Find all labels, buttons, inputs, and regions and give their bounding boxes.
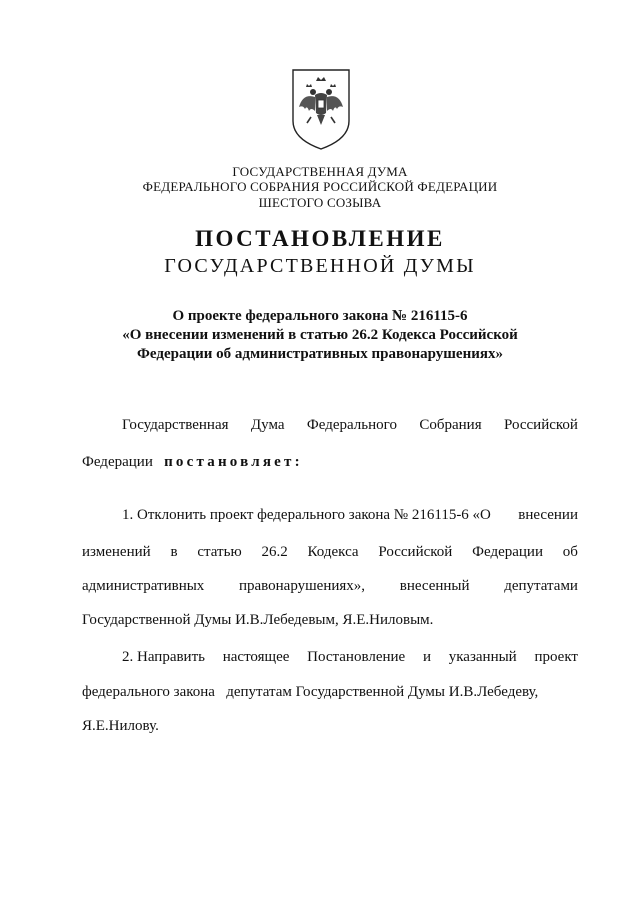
item1-line-3-words	[82, 577, 578, 595]
preamble-words	[122, 416, 578, 434]
word: внесенный	[399, 578, 470, 594]
item2-text: федерального закона	[82, 684, 215, 700]
word: административных	[82, 578, 205, 594]
item2-line-1-words	[122, 648, 578, 666]
word: депутатами	[504, 578, 578, 594]
word: указанный	[448, 649, 517, 665]
word: 26.2	[261, 544, 288, 560]
preamble-federation: Федерации	[82, 454, 153, 470]
coat-of-arms-icon	[289, 67, 353, 151]
item1-line-4: Государственной Думы И.В.Лебедевым, Я.Е.Ниловым.	[82, 612, 434, 628]
item2-line-2	[82, 683, 578, 701]
document-title: ПОСТАНОВЛЕНИЕ	[195, 226, 445, 251]
word: настоящее	[222, 649, 290, 665]
item1-line-2	[82, 543, 578, 561]
item2-line-1	[122, 648, 578, 666]
org-line-2: ФЕДЕРАЛЬНОГО СОБРАНИЯ РОССИЙСКОЙ ФЕДЕРАЦИИ	[142, 179, 498, 194]
word: изменений	[82, 544, 151, 560]
word: Российской	[504, 417, 578, 433]
preamble-line-2	[82, 453, 578, 471]
preamble-line-1	[122, 416, 578, 434]
item1-line-2-words	[82, 543, 578, 561]
org-line-3: ШЕСТОГО СОЗЫВА	[258, 195, 382, 210]
word: об	[562, 544, 578, 560]
item1-line-3	[82, 577, 578, 595]
word: Собрания	[419, 417, 482, 433]
document-subtitle: ГОСУДАРСТВЕННОЙ ДУМЫ	[164, 255, 476, 277]
item1-line-1	[122, 506, 578, 524]
subject-line-1: О проекте федерального закона № 216115-6	[172, 308, 468, 324]
word: Федерального	[306, 417, 397, 433]
item2-line-3: Я.Е.Нилову.	[82, 718, 159, 734]
word: Российской	[378, 544, 453, 560]
word: Федерации	[472, 544, 543, 560]
subject-line-3: Федерации об административных правонарушениях»	[137, 346, 503, 362]
word: и	[422, 649, 431, 665]
item1-text: 1. Отклонить проект федерального закона № 216115-6 «О	[122, 507, 491, 523]
org-line-1: ГОСУДАРСТВЕННАЯ ДУМА	[232, 164, 408, 179]
word: Государственная	[122, 417, 229, 433]
word: в	[170, 544, 178, 560]
item1-text: внесении	[518, 507, 578, 523]
word: Постановление	[307, 649, 406, 665]
word: проект	[534, 649, 578, 665]
item2-text: депутатам Государственной Думы И.В.Лебедеву,	[226, 684, 539, 700]
word: правонарушениях»,	[238, 578, 366, 594]
word: Дума	[250, 417, 285, 433]
decrees-word: постановляет:	[164, 454, 303, 470]
subject-line-2: «О внесении изменений в статью 26.2 Кодекса Российской	[122, 327, 518, 343]
word: Кодекса	[307, 544, 359, 560]
item1-line-1-words	[122, 506, 578, 524]
word: статью	[197, 544, 242, 560]
word: 2. Направить	[122, 649, 205, 665]
